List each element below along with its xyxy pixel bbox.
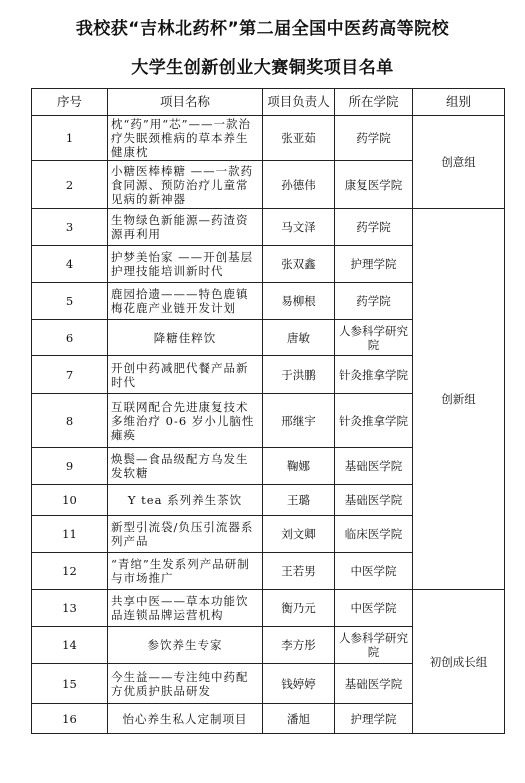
cell-leader: 鞠娜 — [263, 448, 335, 485]
award-table — [31, 88, 505, 734]
cell-leader: 潘旭 — [263, 704, 335, 734]
cell-no: 8 — [32, 394, 108, 448]
cell-project-name: 枕“药”用“芯”——一款治疗失眠颈椎病的草本养生健康枕 — [108, 116, 263, 161]
cell-no: 2 — [32, 161, 108, 209]
cell-leader: 邢继宇 — [263, 394, 335, 448]
cell-college: 基础医学院 — [335, 448, 413, 485]
cell-project-name: 焕鬓—食品级配方乌发生发软糖 — [108, 448, 263, 485]
cell-no: 15 — [32, 664, 108, 704]
cell-no: 9 — [32, 448, 108, 485]
cell-college: 药学院 — [335, 283, 413, 320]
cell-no: 1 — [32, 116, 108, 161]
cell-no: 7 — [32, 356, 108, 394]
cell-leader: 唐敏 — [263, 320, 335, 356]
cell-leader: 于洪鹏 — [263, 356, 335, 394]
cell-no: 11 — [32, 516, 108, 553]
table-row — [32, 209, 505, 246]
cell-group-startup: 初创成长组 — [413, 590, 505, 734]
table-header-row — [32, 89, 505, 116]
cell-leader: 易柳根 — [263, 283, 335, 320]
cell-project-name: 互联网配合先进康复技术多维治疗 0-6 岁小儿脑性瘫痪 — [108, 394, 263, 448]
header-group: 组别 — [413, 89, 505, 116]
title-line-2: 大学生创新创业大赛铜奖项目名单 — [131, 58, 394, 78]
cell-no: 13 — [32, 590, 108, 627]
cell-college: 康复医学院 — [335, 161, 413, 209]
cell-leader: 钱婷婷 — [263, 664, 335, 704]
cell-leader: 刘文卿 — [263, 516, 335, 553]
table-row — [32, 590, 505, 627]
cell-college: 临床医学院 — [335, 516, 413, 553]
cell-project-name: “青绾”生发系列产品研制与市场推广 — [108, 553, 263, 590]
cell-college: 药学院 — [335, 116, 413, 161]
cell-project-name: 今生益——专注纯中药配方优质护肤品研发 — [108, 664, 263, 704]
cell-group-innovation: 创新组 — [413, 209, 505, 590]
cell-no: 10 — [32, 485, 108, 516]
cell-leader: 孙德伟 — [263, 161, 335, 209]
cell-project-name: 共享中医——草本功能饮品连锁品牌运营机构 — [108, 590, 263, 627]
cell-project-name: 鹿园拾遗———特色鹿镇梅花鹿产业链开发计划 — [108, 283, 263, 320]
cell-leader: 王璐 — [263, 485, 335, 516]
cell-leader: 衡乃元 — [263, 590, 335, 627]
cell-no: 3 — [32, 209, 108, 246]
cell-college: 护理学院 — [335, 704, 413, 734]
header-leader: 项目负责人 — [263, 89, 335, 116]
cell-project-name: 参饮养生专家 — [108, 627, 263, 664]
cell-college: 针灸推拿学院 — [335, 394, 413, 448]
cell-group-creative: 创意组 — [413, 116, 505, 209]
cell-no: 5 — [32, 283, 108, 320]
cell-leader: 王若男 — [263, 553, 335, 590]
cell-college: 中医学院 — [335, 553, 413, 590]
cell-no: 12 — [32, 553, 108, 590]
cell-college: 针灸推拿学院 — [335, 356, 413, 394]
cell-college: 药学院 — [335, 209, 413, 246]
cell-college: 基础医学院 — [335, 664, 413, 704]
cell-project-name: 新型引流袋/负压引流器系列产品 — [108, 516, 263, 553]
cell-project-name: 护梦美怡家 ——开创基层护理技能培训新时代 — [108, 246, 263, 283]
cell-leader: 张亚茹 — [263, 116, 335, 161]
cell-no: 14 — [32, 627, 108, 664]
cell-project-name: 怡心养生私人定制项目 — [108, 704, 263, 734]
cell-project-name: 开创中药减肥代餐产品新时代 — [108, 356, 263, 394]
table-row — [32, 116, 505, 161]
cell-college: 人参科学研究院 — [335, 627, 413, 664]
cell-college: 人参科学研究院 — [335, 320, 413, 356]
cell-project-name: 小糖医棒棒糖 ——一款药食同源、预防治疗儿童常见病的新神器 — [108, 161, 263, 209]
cell-no: 6 — [32, 320, 108, 356]
header-project-name: 项目名称 — [108, 89, 263, 116]
header-college: 所在学院 — [335, 89, 413, 116]
title-line-1: 我校获“吉林北药杯”第二届全国中医药高等院校 — [75, 19, 450, 39]
cell-project-name: Y tea 系列养生茶饮 — [108, 485, 263, 516]
cell-leader: 马文泽 — [263, 209, 335, 246]
cell-leader: 李方彤 — [263, 627, 335, 664]
cell-leader: 张双鑫 — [263, 246, 335, 283]
cell-college: 基础医学院 — [335, 485, 413, 516]
cell-project-name: 生物绿色新能源—药渣资源再利用 — [108, 209, 263, 246]
cell-college: 护理学院 — [335, 246, 413, 283]
cell-no: 4 — [32, 246, 108, 283]
cell-project-name: 降糖佳粹饮 — [108, 320, 263, 356]
cell-college: 中医学院 — [335, 590, 413, 627]
cell-no: 16 — [32, 704, 108, 734]
header-no: 序号 — [32, 89, 108, 116]
